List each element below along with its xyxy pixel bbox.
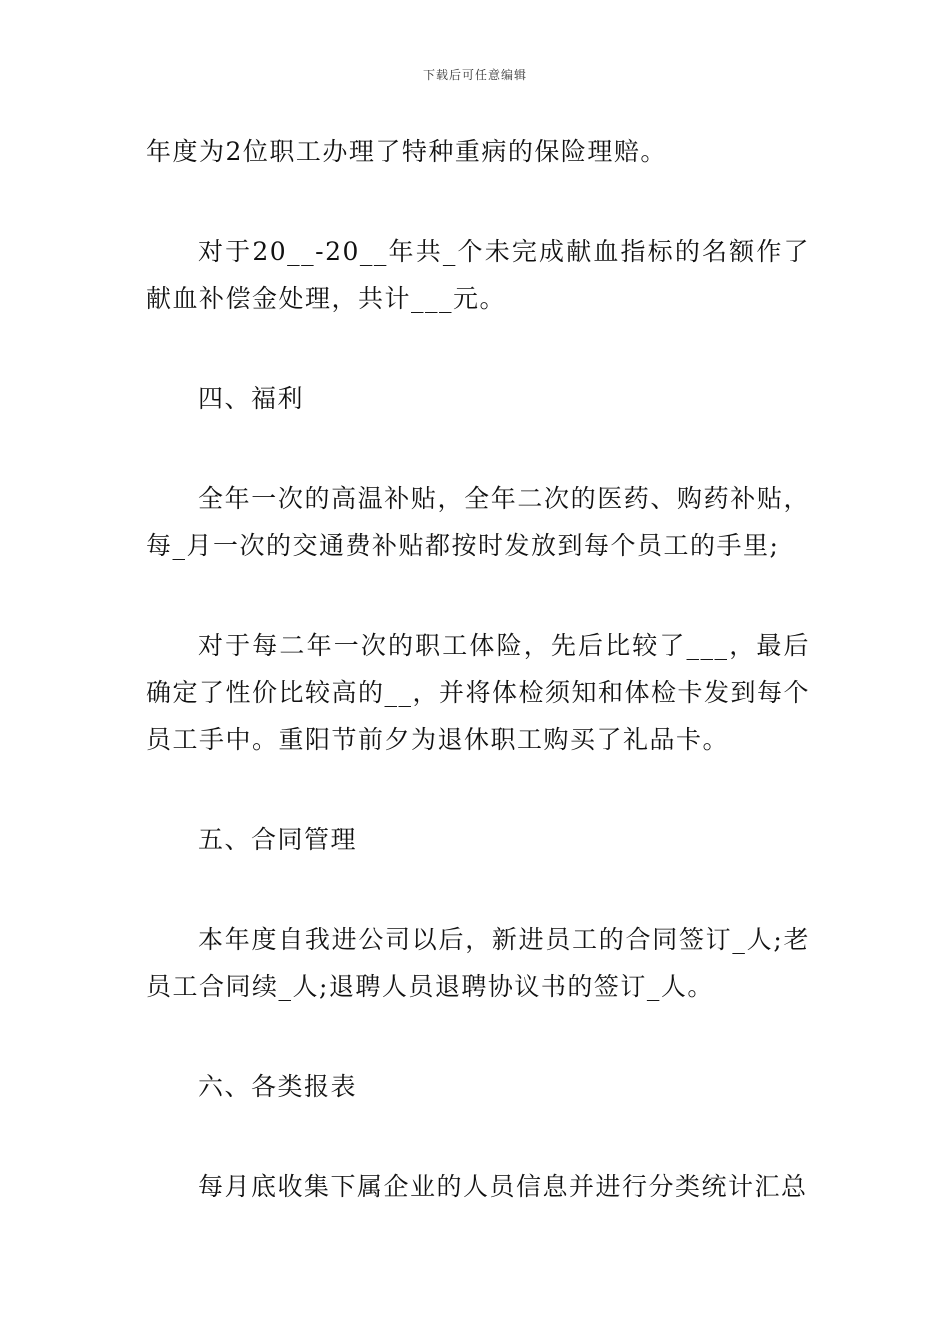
paragraph-subsidies: 全年一次的高温补贴，全年二次的医药、购药补贴，每_月一次的交通费补贴都按时发放到每个员工的手里; (146, 484, 810, 560)
page-header-note: 下载后可任意编辑 (422, 68, 527, 82)
heading-welfare: 四、福利 (198, 384, 305, 413)
document-body (146, 128, 810, 1210)
paragraph-contracts: 本年度自我进公司以后，新进员工的合同签订_人;老员工合同续_人;退聘人员退聘协议书的签订_人。 (146, 925, 810, 1001)
paragraph-blood-donation-compensation: 对于20__-20__年共_个未完成献血指标的名额作了献血补偿金处理，共计___元。 (146, 237, 810, 313)
paragraph-medical-checkup: 对于每二年一次的职工体险，先后比较了___，最后确定了性价比较高的__，并将体检须知和体检卡发到每个员工手中。重阳节前夕为退休职工购买了礼品卡。 (146, 631, 811, 754)
paragraph-insurance-claim: 年度为2位职工办理了特种重病的保险理赔。 (146, 137, 667, 166)
heading-contract-management: 五、合同管理 (198, 825, 358, 854)
paragraph-reports: 每月底收集下属企业的人员信息并进行分类统计汇总 (198, 1172, 808, 1201)
heading-reports: 六、各类报表 (198, 1072, 358, 1101)
